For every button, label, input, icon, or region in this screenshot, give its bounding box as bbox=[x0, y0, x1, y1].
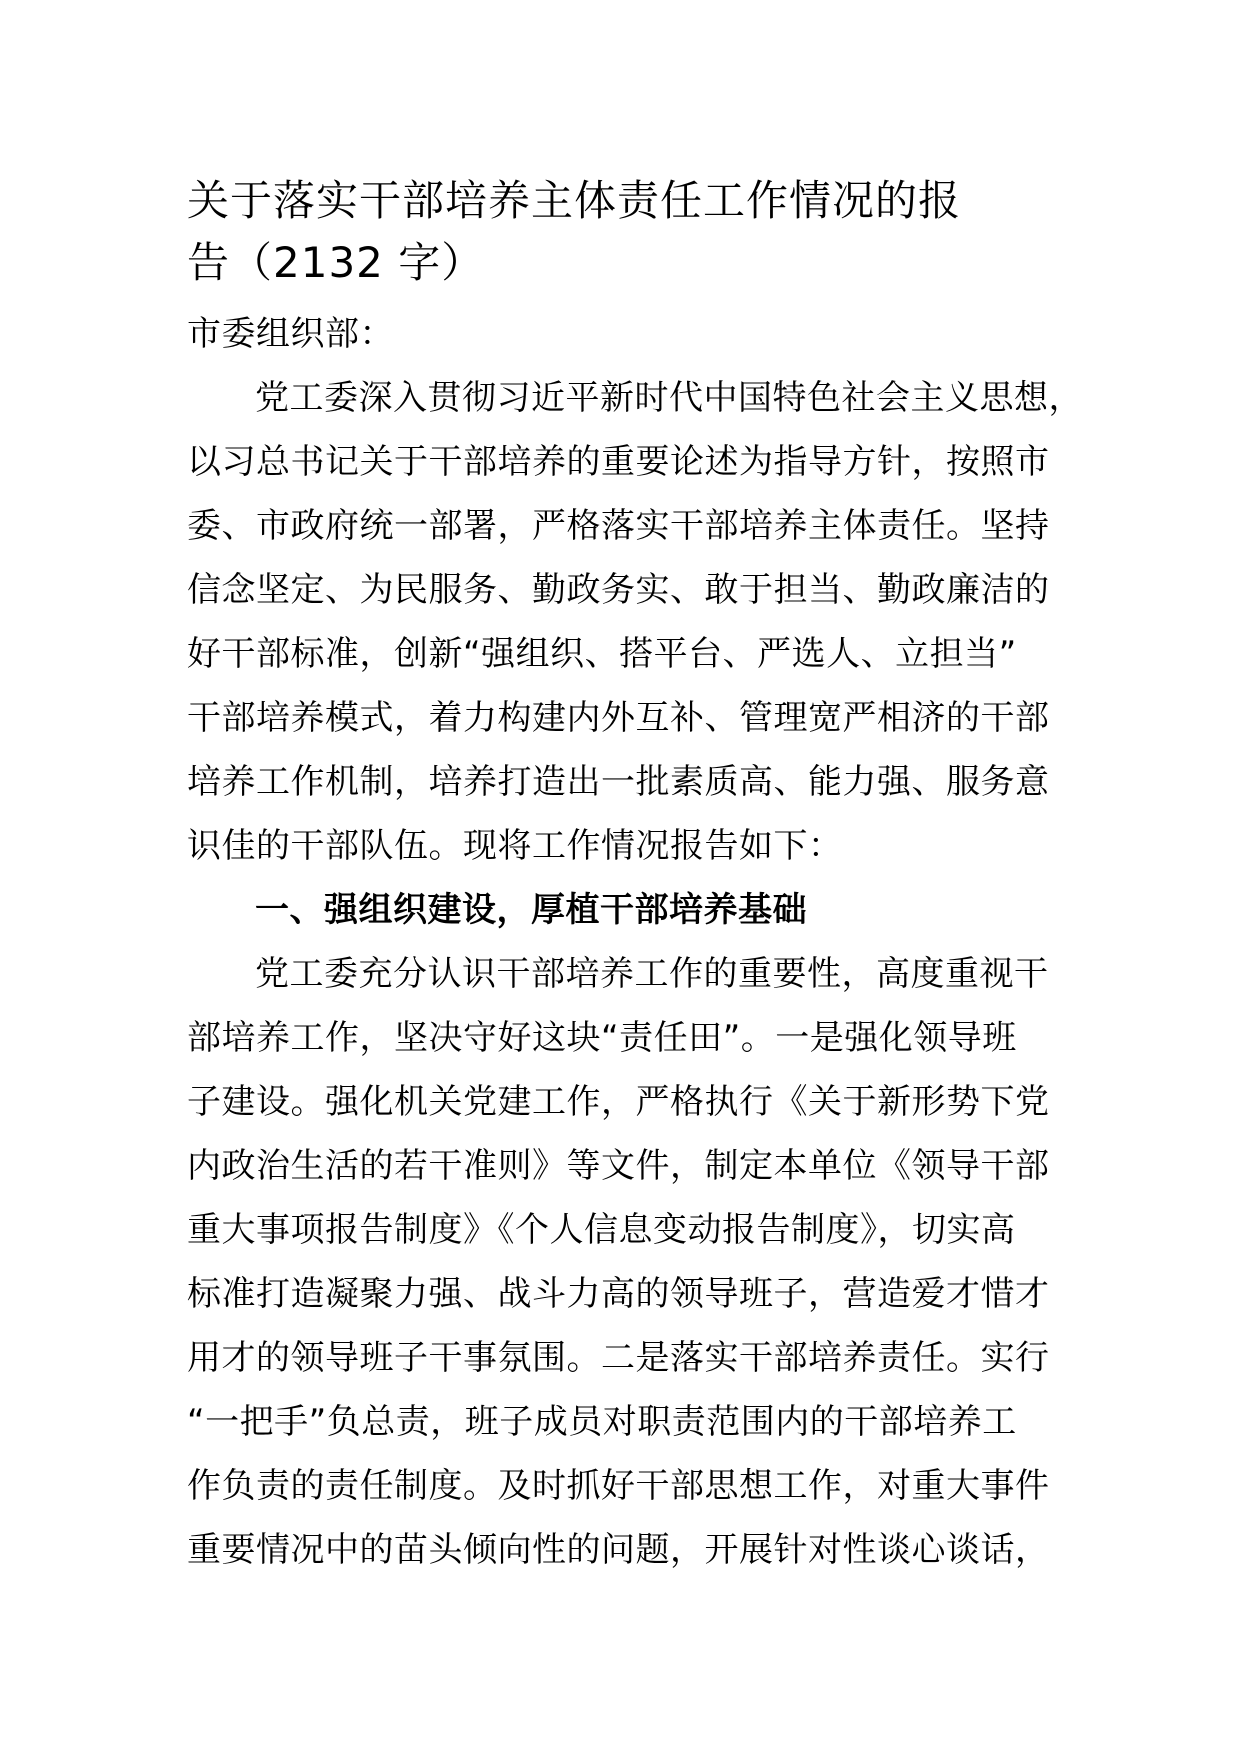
paragraph-line: 标准打造凝聚力强、战斗力高的领导班子，营造爱才惜才 bbox=[187, 1274, 1050, 1314]
paragraph-line: “一把手”负总责，班子成员对职责范围内的干部培养工 bbox=[187, 1402, 1017, 1442]
paragraph-line: 重要情况中的苗头倾向性的问题，开展针对性谈心谈话， bbox=[187, 1530, 1050, 1570]
paragraph-line: 好干部标准，创新“强组织、搭平台、严选人、立担当” bbox=[187, 634, 1017, 674]
paragraph-line: 作负责的责任制度。及时抓好干部思想工作，对重大事件 bbox=[187, 1466, 1050, 1506]
salutation: 市委组织部： bbox=[187, 314, 394, 354]
paragraph-line: 以习总书记关于干部培养的重要论述为指导方针，按照市 bbox=[187, 442, 1050, 482]
paragraph-line: 党工委充分认识干部培养工作的重要性，高度重视干 bbox=[255, 954, 1049, 994]
paragraph-line: 子建设。强化机关党建工作，严格执行《关于新形势下党 bbox=[187, 1082, 1050, 1122]
paragraph-line: 识佳的干部队伍。现将工作情况报告如下： bbox=[187, 826, 843, 866]
paragraph-line: 委、市政府统一部署，严格落实干部培养主体责任。坚持 bbox=[187, 506, 1050, 546]
section-heading: 一、强组织建设，厚植干部培养基础 bbox=[255, 890, 807, 930]
paragraph-line: 党工委深入贯彻习近平新时代中国特色社会主义思想， bbox=[255, 378, 1083, 418]
paragraph-line: 信念坚定、为民服务、勤政务实、敢于担当、勤政廉洁的 bbox=[187, 570, 1050, 610]
document-body bbox=[187, 170, 1083, 1582]
title-line: 告（2132 字） bbox=[187, 238, 485, 287]
paragraph-line: 干部培养模式，着力构建内外互补、管理宽严相济的干部 bbox=[187, 698, 1050, 738]
paragraph-line: 用才的领导班子干事氛围。二是落实干部培养责任。实行 bbox=[187, 1338, 1050, 1378]
paragraph-line: 培养工作机制，培养打造出一批素质高、能力强、服务意 bbox=[187, 762, 1050, 802]
title-line: 关于落实干部培养主体责任工作情况的报 bbox=[187, 176, 962, 225]
document-title bbox=[187, 170, 1067, 294]
paragraph-line: 内政治生活的若干准则》等文件，制定本单位《领导干部 bbox=[187, 1146, 1050, 1186]
paragraph-line: 重大事项报告制度》《个人信息变动报告制度》，切实高 bbox=[187, 1210, 1016, 1250]
paragraph-intro bbox=[187, 366, 1083, 878]
paragraph-section1 bbox=[187, 942, 1067, 1582]
paragraph-line: 部培养工作，坚决守好这块“责任田”。一是强化领导班 bbox=[187, 1018, 1017, 1058]
